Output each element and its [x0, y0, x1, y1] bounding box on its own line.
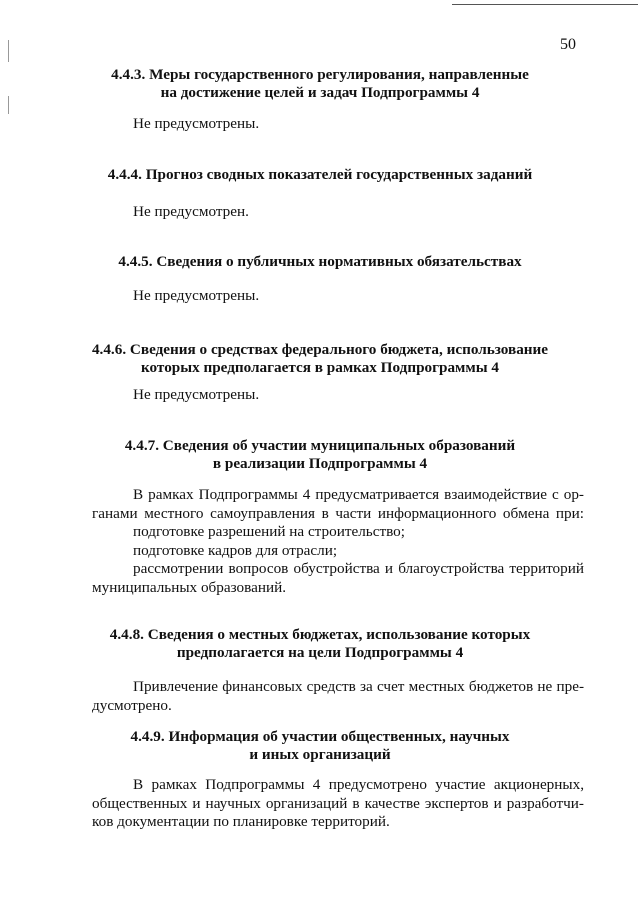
- section-heading-4-4-9: [0, 728, 640, 764]
- section-heading-4-4-6: [0, 341, 640, 377]
- section-body: Не предусмотрены.: [133, 287, 260, 304]
- paragraph-line: ганами местного самоуправления в части информационного обмена при:: [92, 504, 584, 522]
- heading-line: которых предполагается в рамках Подпрограммы 4: [140, 359, 499, 376]
- section-body: Не предусмотрен.: [133, 203, 249, 220]
- paragraph-line: рассмотрении вопросов обустройства и благоустройства территорий: [133, 560, 584, 578]
- heading-line: 4.4.8. Сведения о местных бюджетах, использование которых: [109, 626, 531, 643]
- section-heading-4-4-5: [0, 253, 640, 271]
- page-number: 50: [560, 36, 576, 53]
- section-heading-4-4-7: [0, 437, 640, 473]
- section-body: Не предусмотрены.: [133, 115, 260, 132]
- paragraph-line: В рамках Подпрограммы 4 предусматривается взаимодействие с ор-: [133, 486, 584, 503]
- section-paragraph: [92, 678, 584, 715]
- heading-line: и иных организаций: [249, 746, 391, 763]
- paragraph-line: дусмотрено.: [92, 696, 172, 714]
- paragraph-line: подготовке разрешений на строительство;: [133, 523, 405, 541]
- section-paragraph: [92, 486, 584, 598]
- section-heading-4-4-8: [0, 626, 640, 662]
- section-paragraph: [92, 776, 584, 832]
- heading-line: 4.4.5. Сведения о публичных нормативных обязательствах: [118, 253, 522, 270]
- paragraph-line: Привлечение финансовых средств за счет местных бюджетов не пре-: [133, 678, 584, 695]
- paragraph-line: общественных и научных организаций в качестве экспертов и разработчи-: [92, 794, 584, 812]
- section-body: Не предусмотрены.: [133, 386, 260, 403]
- paragraph-line: В рамках Подпрограммы 4 предусмотрено участие акционерных,: [133, 776, 584, 793]
- heading-line: 4.4.4. Прогноз сводных показателей государственных заданий: [107, 166, 533, 183]
- heading-line: 4.4.3. Меры государственного регулирования, направленные: [111, 66, 529, 83]
- paragraph-line: муниципальных образований.: [92, 578, 286, 596]
- section-heading-4-4-4: [0, 166, 640, 184]
- heading-line: на достижение целей и задач Подпрограммы 4: [160, 84, 480, 101]
- paragraph-line: ков документации по планировке территорий.: [92, 813, 390, 831]
- heading-line: в реализации Подпрограммы 4: [212, 455, 428, 472]
- heading-line: 4.4.6. Сведения о средствах федерального бюджета, использование: [91, 341, 549, 358]
- heading-line: предполагается на цели Подпрограммы 4: [176, 644, 464, 661]
- scan-border-line: [452, 4, 638, 5]
- paragraph-line: подготовке кадров для отрасли;: [133, 541, 338, 559]
- scan-edge-mark: [8, 40, 9, 62]
- heading-line: 4.4.9. Информация об участии общественных, научных: [130, 728, 510, 745]
- heading-line: 4.4.7. Сведения об участии муниципальных образований: [124, 437, 516, 454]
- section-heading-4-4-3: [0, 66, 640, 102]
